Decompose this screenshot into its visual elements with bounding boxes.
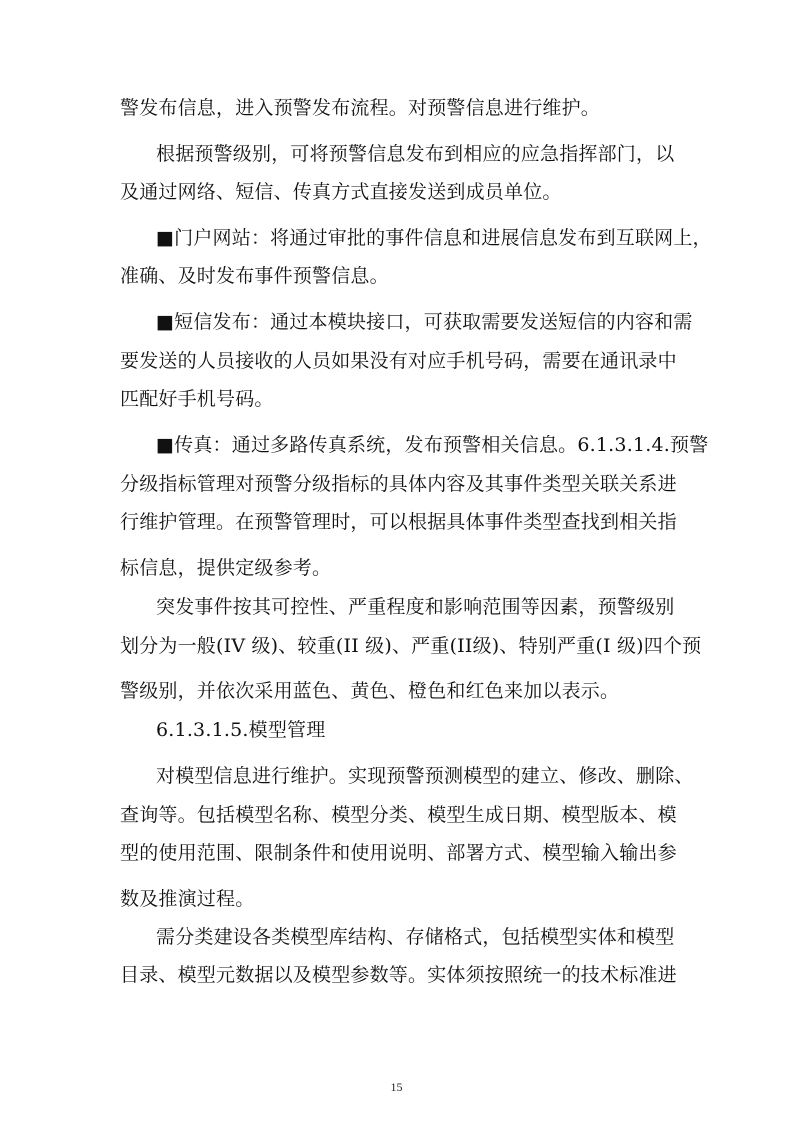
text-line-13: 突发事件按其可控性、严重程度和影响范围等因素，预警级别 [156,596,675,618]
text-line-6: ■短信发布：通过本模块接口，可获取需要发送短信的内容和需 [156,311,693,333]
text-line-17: 对模型信息进行维护。实现预警预测模型的建立、修改、删除、 [156,765,694,787]
text-line-2: 根据预警级别，可将预警信息发布到相应的应急指挥部门，以 [156,143,675,165]
text-line-22: 目录、模型元数据以及模型参数等。实体须按照统一的技术标准进 [120,964,677,986]
page-number: 15 [390,1080,403,1094]
text-line-12: 标信息，提供定级参考。 [120,557,332,579]
section-heading-6-1-3-1-5: 6.1.3.1.5.模型管理 [156,719,326,741]
text-line-18: 查询等。包括模型名称、模型分类、模型生成日期、模型版本、模 [120,804,677,826]
text-line-8: 匹配好手机号码。 [120,388,274,410]
text-line-10: 分级指标管理对预警分级指标的具体内容及其事件类型关联关系进 [120,473,677,495]
text-line-5: 准确、及时发布事件预警信息。 [120,265,389,287]
text-line-20: 数及推演过程。 [120,888,255,910]
text-line-19: 型的使用范围、限制条件和使用说明、部署方式、模型输入输出参 [120,842,677,864]
text-line-4: ■门户网站：将通过审批的事件信息和进展信息发布到互联网上， [156,227,712,249]
text-line-14: 划分为一般(IV 级)、较重(II 级)、严重(II级)、特别严重(I 级)四个预 [120,635,702,657]
text-line-9: ■传真：通过多路传真系统，发布预警相关信息。6.1.3.1.4.预警 [156,434,709,456]
text-line-3: 及通过网络、短信、传真方式直接发送到成员单位。 [120,181,562,203]
text-line-21: 需分类建设各类模型库结构、存储格式，包括模型实体和模型 [156,926,675,948]
text-line-1: 警发布信息，进入预警发布流程。对预警信息进行维护。 [120,97,601,119]
text-line-15: 警级别，并依次采用蓝色、黄色、橙色和红色来加以表示。 [120,680,620,702]
text-line-7: 要发送的人员接收的人员如果没有对应手机号码，需要在通讯录中 [120,350,677,372]
text-line-11: 行维护管理。在预警管理时，可以根据具体事件类型查找到相关指 [120,511,677,533]
